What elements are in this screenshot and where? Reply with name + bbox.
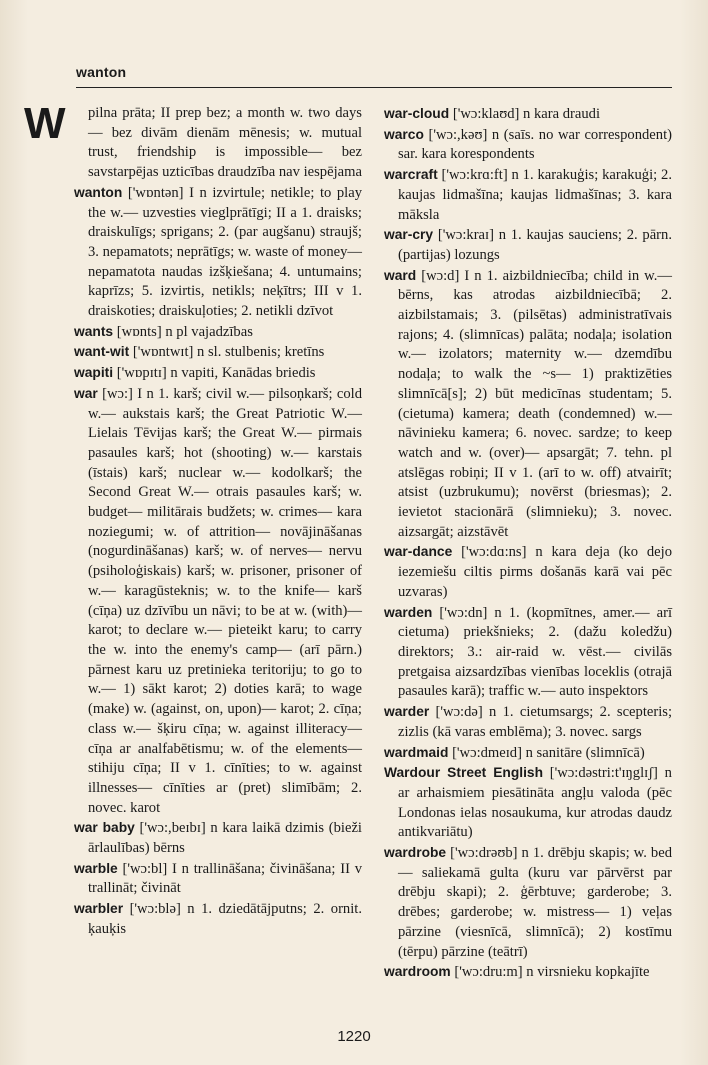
- entry-headword: Wardour Street English: [384, 765, 544, 781]
- dictionary-entry: [384, 165, 672, 225]
- dictionary-entry: [74, 183, 362, 322]
- dictionary-entry: [74, 899, 362, 939]
- entry-definition: ['wɔ:dmeɪd] n sanitāre (slimnīcā): [452, 744, 645, 761]
- dictionary-entry: [384, 125, 672, 165]
- entry-definition: ['wɔ:dəstri:t'ɪŋglɪʃ] n ar arhaismiem piesātināta angļu valoda (pēc Londonas ielas nosaukuma, kur atrodas daudz antikvariātu): [398, 765, 672, 841]
- entry-headword: wardroom: [384, 964, 451, 980]
- entry-headword: warden: [384, 604, 433, 620]
- entry-definition: ['wɔ:blə] n 1. dziedātājputns; 2. ornit. ķauķis: [88, 901, 362, 937]
- entry-definition: ['wɒpɪtɪ] n vapiti, Kanādas briedis: [116, 365, 316, 382]
- entry-headword: war baby: [74, 820, 135, 836]
- entry-headword: warco: [384, 126, 424, 142]
- dictionary-entry: [384, 763, 672, 843]
- entry-headword: warbler: [74, 901, 124, 917]
- dictionary-entry: [384, 603, 672, 703]
- running-head: wanton: [76, 64, 127, 80]
- entry-definition: [wɔ:d] I n 1. aizbildniecība; child in w.— bērns, kas atrodas aizbildniecībā; 2. aizbilstamais; 3. (pilsētas) administratīvais rajons; 4. (slimnīcas) palāta; nodaļa; isolation w.— izolators; maternity w.— dzemdību nodaļa; to walk the ~s— 1) praktizēties slimnīcā[s]; 2) būt medicīnas studentam; 5. (cietuma) kamera; death (condemned) w.— nāvinieku kamera; 6. novec. sardze; to keep watch and w. (over)— apsargāt; 7. tehn. pl atslēgas robiņi; II v 1. (arī to w. off) atvairīt; atsist (uzbrukumu); novērst (briesmas); 2. ievietot stacionārā (slimnieku); 3. novec. aizsargāt; aizstāvēt: [398, 267, 672, 540]
- entry-definition: [wɒnts] n pl vajadzības: [116, 323, 253, 340]
- entry-headword: war-cry: [384, 227, 434, 243]
- section-letter: W: [24, 99, 66, 148]
- right-column: [384, 104, 672, 983]
- entry-definition: ['wɔ:,kəʊ] n (saīs. no war correspondent) sar. kara korespondents: [398, 126, 672, 163]
- entry-headword: wardmaid: [384, 744, 449, 760]
- entry-definition: ['wɔ:də] n 1. cietumsargs; 2. scepteris; zizlis (kā varas emblēma); 3. novec. sargs: [398, 704, 672, 740]
- dictionary-entry: [384, 266, 672, 543]
- dictionary-entry: [384, 743, 672, 764]
- entry-definition: ['wɔ:dɑ:ns] n kara deja (ko dejo iezemiešu ciltis pirms došanās karā vai pēc uzvaras): [398, 544, 672, 600]
- entry-definition: ['wɔ:krɑ:ft] n 1. karakuģis; karakuģi; 2. kaujas lidmašīna; kaujas lidmašīnas; 3. kara māksla: [398, 167, 672, 223]
- entry-definition: ['wɔ:bl] I n trallināšana; čivināšana; II v trallināt; čivināt: [88, 860, 363, 897]
- entry-headword: warcraft: [384, 167, 438, 183]
- entry-definition: ['wɔ:dn] n 1. (kopmītnes, amer.— arī cietuma) priekšnieks; 2. (dažu koledžu) direktors; 3.: air-raid w. vēst.— civilās pretgaisa aizsardzības vienības loceklis (otrajā pasaules karā); traffic w.— auto inspektors: [398, 604, 672, 700]
- dictionary-entry: [384, 104, 672, 125]
- entry-definition: [wɔ:] I n 1. karš; civil w.— pilsoņkarš; cold w.— aukstais karš; the Great Patriotic W.— Lielais Tēvijas karš; the Great W.— pirmais pasaules karš; hot (shooting) w.— karstais (īstais) karš; nuclear w.— kodolkarš; the Second Great W.— otrais pasaules karš; w. budget— militārais budžets; w. crimes— kara noziegumi; w. of attrition— novājināšanas (nogurdināšanas) karš; w. of nerves— nervu (psiholoģiskais) karš; w. prisoner, prisoner of w.— karagūsteknis; w. to the knife— karš (cīņa) uz dzīvību un nāvi; to be at w. (with)— karot; to declare w.— pieteikt karu; to carry the w. into the enemy's camp— (arī pārn.) pārnest karu uz pretinieka teritoriju; to go to w.— 1) sākt karot; 2) doties karā; to wage (make) w. (against, on, upon)— karot; 2. cīņa; class w.— šķiru cīņa; w. against illiteracy— cīņa ar analfabētismu; w. of the elements— stihiju cīņa; II v 1. cīnīties; to w. against illnesses— cīnīties ar (pret) slimībām; 2. novec. karot: [88, 385, 362, 816]
- dictionary-entry: [384, 962, 672, 983]
- entry-definition: ['wɒntwɪt] n sl. stulbenis; kretīns: [132, 344, 325, 361]
- dictionary-entry: [384, 542, 672, 602]
- entry-headword: warble: [74, 860, 118, 876]
- entry-headword: ward: [384, 267, 417, 283]
- entry-headword: want-wit: [74, 344, 130, 360]
- dictionary-entry: [74, 363, 362, 384]
- right-entries: [384, 104, 672, 983]
- page-number: 1220: [337, 1028, 371, 1045]
- dictionary-entry: [74, 322, 362, 343]
- dictionary-entry: [74, 342, 362, 363]
- left-entries: [74, 183, 362, 940]
- left-column: [74, 104, 362, 940]
- entry-headword: wants: [74, 323, 114, 339]
- entry-headword: wapiti: [74, 365, 114, 381]
- entry-definition: ['wɔ:dru:m] n virsnieku kopkajīte: [454, 964, 650, 981]
- entry-definition: ['wɔ:drəʊb] n 1. drēbju skapis; w. bed— saliekamā gulta (kuru var pārvērst par drēbju skapi); 2. ģērbtuve; garderobe; 3. drēbes; garderobe; w. mistress— 1) veļas pārzine (viesnīcā, slimnīcā); 2) kostīmu (tērpu) pārzine (teātrī): [398, 845, 672, 960]
- entry-headword: wanton: [74, 184, 123, 200]
- dictionary-entry: [384, 225, 672, 265]
- dictionary-entry: [74, 818, 362, 858]
- entry-headword: warder: [384, 704, 430, 720]
- entry-headword: war: [74, 385, 98, 401]
- entry-definition: ['wɒntən] I n izvirtule; netikle; to play the w.— uzvesties vieglprātīgi; II a 1. draisks; draiskulīgs; sprigans; 2. (par augšanu) straujš; 3. nepamatots; neprātīgs; w. waste of money— nepamatota naudas izšķiešana; 4. untumains; kaprīzs; 5. izvirtis, netikls; neķītrs; III v 1. draiskoties; draiskuļoties; 2. netikli dzīvot: [88, 184, 362, 320]
- entry-headword: wardrobe: [384, 845, 447, 861]
- header-rule: [76, 87, 672, 88]
- entry-headword: war-dance: [384, 544, 453, 560]
- dictionary-entry: [74, 859, 362, 899]
- entry-headword: war-cloud: [384, 106, 450, 121]
- dictionary-entry: [384, 702, 672, 742]
- entry-definition: ['wɔ:klaʊd] n kara draudi: [452, 106, 601, 122]
- dictionary-entry: [74, 384, 362, 818]
- entry-definition: ['wɔ:kraɪ] n 1. kaujas sauciens; 2. pārn. (partijas) lozungs: [398, 227, 672, 263]
- entry-definition: ['wɔ:,beɪbɪ] n kara laikā dzimis (bieži ārlaulības) bērns: [88, 820, 362, 857]
- dictionary-entry: [384, 843, 672, 962]
- continuation-text: pilna prāta; II prep bez; a month w. two days— bez divām dienām mēnesis; w. mutual trust, friendship is impossible— bez savstarpējas uzticības draudzība nav iespējama: [88, 105, 362, 181]
